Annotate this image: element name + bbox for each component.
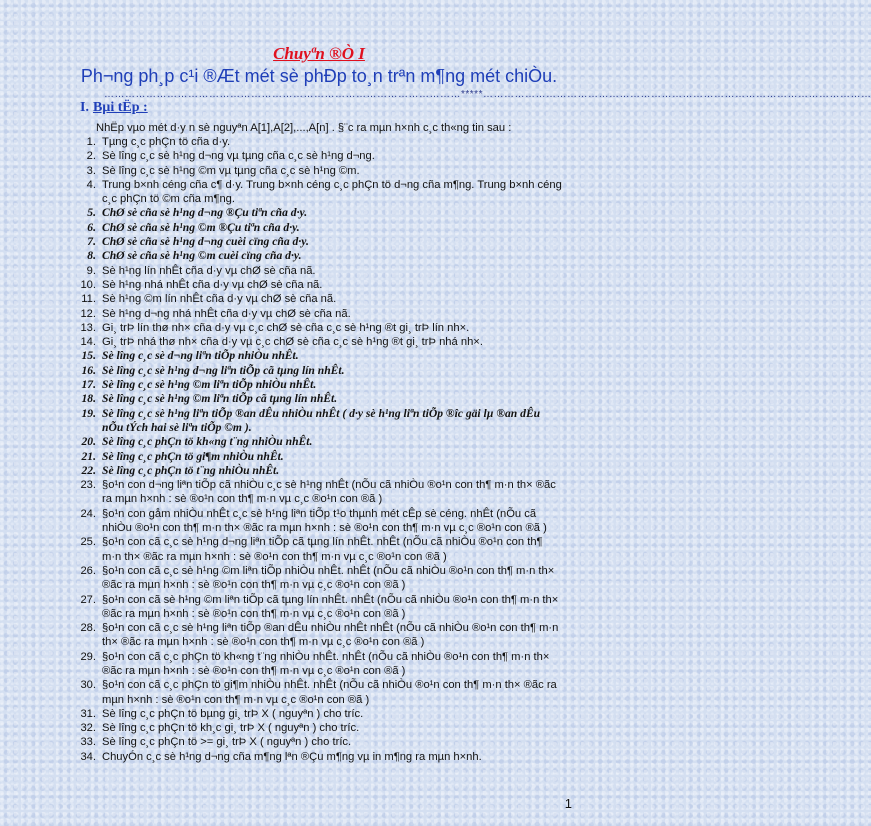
list-item-number: 2. — [86, 150, 96, 163]
list-item — [74, 307, 564, 321]
list-item — [74, 278, 564, 292]
list-item-number: 5. — [87, 206, 96, 220]
list-item — [74, 264, 564, 278]
list-item-text: ChØ sè cña sè h¹ng d¬ng ®Çu tiªn cña d·y. — [102, 206, 308, 220]
list-item — [74, 535, 564, 564]
list-item-text: Sè lîng c¸c sè d¬ng liªn tiÕp nhiÒu nhÊt. — [102, 349, 299, 363]
section-number: I. — [80, 100, 89, 115]
list-item — [74, 435, 564, 449]
list-item-text: Trung b×nh céng cña c¶ d·y. Trung b×nh céng c¸c phÇn tö d¬ng cña m¶ng. Trung b×nh céng c¸c phÇn tö ©m cña m¶ng. — [102, 178, 562, 206]
list-item-number: 4. — [86, 178, 96, 191]
exercise-list — [74, 135, 564, 764]
section-title: Bµi tËp : — [92, 100, 148, 115]
list-item-number: 1. — [86, 136, 96, 148]
list-item — [74, 750, 564, 764]
list-item-text: Tµng c¸c phÇn tö cña d·y. — [102, 136, 231, 148]
list-item-text: Gi¸ trÞ lín thø nh× cña d·y vµ c¸c chØ sè cña c¸c sè h¹ng ®t gi¸ trÞ lín nh×. — [102, 321, 470, 334]
intro-text: NhËp vµo mét d·y n sè nguyªn A[1],A[2],...,A[n] . §¨c ra mµn h×nh c¸c th«ng tin sau : — [96, 122, 512, 134]
list-item-number: 11. — [81, 293, 96, 306]
list-item — [74, 249, 564, 263]
list-item — [74, 164, 564, 178]
list-item — [74, 464, 564, 478]
list-item-number: 9. — [86, 264, 96, 277]
list-item-text: Sè lîng c¸c phÇn tö kh«ng t¨ng nhiÒu nhÊt. — [102, 435, 313, 449]
list-item — [74, 178, 564, 207]
list-item — [74, 235, 564, 249]
list-item — [74, 564, 564, 593]
list-item-text: Sè lîng c¸c phÇn tö >= gi¸ trÞ X ( nguyªn ) cho tríc. — [102, 736, 352, 749]
list-item — [74, 621, 564, 650]
list-item-text: Sè lîng c¸c phÇn tö kh¸c gi¸ trÞ X ( nguyªn ) cho tríc. — [102, 722, 360, 735]
list-item-text: §o¹n con cã c¸c sè h¹ng liªn tiÕp ®an dÊu nhiÒu nhÊt nhÊt (nÕu cã nhiÒu ®o¹n con th¶ m·n th× ®ãc ra mµn h×nh : sè ®o¹n con th¶ m·n vµ c¸c ®o¹n con ®ã ) — [102, 622, 559, 649]
list-item-number: 24. — [80, 507, 96, 520]
list-item-text: Sè lîng c¸c sè h¹ng d¬ng liªn tiÕp cã tµng lín nhÊt. — [102, 363, 345, 377]
list-item — [74, 392, 564, 406]
list-item-text: §o¹n con cã c¸c phÇn tö gi¶m nhiÒu nhÊt. nhÊt (nÕu cã nhiÒu ®o¹n con th¶ m·n th× ®ãc ra mµn h×nh : sè ®o¹n con th¶ m·n vµ c¸c ®o¹n con ®ã ) — [102, 679, 557, 706]
list-item — [74, 407, 564, 436]
list-item-text: ChØ sè cña sè h¹ng d¬ng cuèi cïng cña d·y. — [102, 235, 309, 249]
list-item-number: 19. — [81, 406, 96, 420]
list-item — [74, 135, 564, 149]
list-item-number: 15. — [81, 349, 96, 363]
list-item-number: 20. — [81, 435, 96, 449]
list-item-text: Sè h¹ng lín nhÊt cña d·y vµ chØ sè cña nã. — [102, 264, 316, 277]
list-item — [74, 450, 564, 464]
list-item-number: 22. — [81, 463, 96, 477]
list-item — [74, 678, 564, 707]
list-item-text: §o¹n con cã c¸c sè h¹ng ©m liªn tiÕp nhiÒu nhÊt. nhÊt (nÕu cã nhiÒu ®o¹n con th¶ m·n th× ®ãc ra mµn h×nh : sè ®o¹n con th¶ m·n vµ c¸c ®o¹n con ®ã ) — [102, 564, 555, 592]
list-item-number: 16. — [81, 363, 96, 377]
list-item-number: 25. — [80, 536, 96, 549]
list-item-text: Sè lîng c¸c sè h¹ng ©m liªn tiÕp nhiÒu nhÊt. — [102, 378, 317, 392]
list-item-text: Sè lîng c¸c phÇn tö t¨ng nhiÒu nhÊt. — [102, 463, 280, 477]
list-item — [74, 735, 564, 749]
list-item-number: 17. — [81, 378, 96, 392]
list-item-text: Sè lîng c¸c sè h¹ng liªn tiÕp ®an dÊu nhiÒu nhÊt ( d·y sè h¹ng liªn tiÕp ®îc gäi lµ ®an dÊu nÕu tÝch hai sè liªn tiÕp ©m ). — [102, 406, 541, 434]
list-item-text: ChØ sè cña sè h¹ng ©m cuèi cïng cña d·y. — [102, 249, 302, 263]
list-item-number: 3. — [86, 164, 96, 177]
list-item — [74, 321, 564, 335]
list-item-number: 34. — [80, 750, 96, 763]
list-item — [74, 292, 564, 306]
page-title: Chuyªn ®Ò I — [273, 44, 365, 63]
list-item-text: ChØ sè cña sè h¹ng ©m ®Çu tiªn cña d·y. — [102, 220, 300, 234]
list-item-number: 14. — [80, 336, 96, 349]
list-item-text: §o¹n con gåm nhiÒu nhÊt c¸c sè h¹ng liªn tiÕp t¹o thµnh mét cÊp sè céng. nhÊt (nÕu cã nhiÒu ®o¹n con th¶ m·n th× ®ãc ra mµn h×nh : sè ®o¹n con th¶ m·n vµ c¸c ®o¹n con ®ã ) — [102, 507, 547, 535]
list-item-number: 32. — [80, 722, 96, 735]
list-item-text: Sè h¹ng nhá nhÊt cña d·y vµ chØ sè cña nã. — [102, 278, 323, 291]
list-item-text: Sè lîng c¸c sè h¹ng ©m liªn tiÕp cã tµng lín nhÊt. — [102, 392, 338, 406]
list-item — [74, 149, 564, 163]
list-item — [74, 478, 564, 507]
list-item — [74, 507, 564, 536]
list-item-number: 29. — [80, 650, 96, 663]
list-item-number: 6. — [87, 220, 96, 234]
list-item-number: 21. — [81, 449, 96, 463]
list-item-number: 28. — [80, 622, 96, 635]
list-item — [74, 349, 564, 363]
list-item-text: §o¹n con cã c¸c phÇn tö kh«ng t¨ng nhiÒu nhÊt. nhÊt (nÕu cã nhiÒu ®o¹n con th¶ m·n th× ®ãc ra mµn h×nh : sè ®o¹n con th¶ m·n vµ c¸c ®o¹n con ®ã ) — [102, 650, 550, 677]
list-item — [74, 593, 564, 622]
list-item-text: §o¹n con d¬ng liªn tiÕp cã nhiÒu c¸c sè h¹ng nhÊt (nÕu cã nhiÒu ®o¹n con th¶ m·n th× ®ãc ra mµn h×nh : sè ®o¹n con th¶ m·n vµ c¸c ®o¹n con ®ã ) — [102, 479, 556, 506]
list-item-text: Sè lîng c¸c phÇn tö gi¶m nhiÒu nhÊt. — [102, 449, 284, 463]
page-subtitle: Ph¬ng ph¸p c¹i ®Æt mét sè phÐp to¸n trªn m¶ng mét chiÒu. — [80, 66, 558, 86]
page-number: 1 — [564, 796, 572, 811]
list-item — [74, 707, 564, 721]
list-item-number: 10. — [80, 278, 96, 291]
list-item-text: Sè lîng c¸c sè h¹ng ©m vµ tµng cña c¸c sè h¹ng ©m. — [102, 164, 360, 177]
list-item-text: Gi¸ trÞ nhá thø nh× cña d·y vµ c¸c chØ sè cña c¸c sè h¹ng ®t gi¸ trÞ nhá nh×. — [102, 336, 483, 349]
list-item-text: ChuyÓn c¸c sè h¹ng d¬ng cña m¶ng lªn ®Çu m¶ng vµ in m¶ng ra mµn h×nh. — [102, 750, 482, 763]
dotted-separator: …………………………………………………………………………………………*****………………………………………………………………………………………………… — [104, 89, 871, 100]
list-item-number: 30. — [80, 679, 96, 692]
list-item-text: Sè lîng c¸c sè h¹ng d¬ng vµ tµng cña c¸c sè h¹ng d¬ng. — [102, 150, 375, 163]
list-item — [74, 335, 564, 349]
list-item-number: 18. — [81, 392, 96, 406]
list-item-number: 31. — [80, 707, 96, 720]
list-item-text: Sè h¹ng d¬ng nhá nhÊt cña d·y vµ chØ sè cña nã. — [102, 307, 351, 320]
list-item — [74, 206, 564, 220]
list-item — [74, 221, 564, 235]
list-item-number: 33. — [80, 736, 96, 749]
list-item — [74, 364, 564, 378]
list-item-text: Sè lîng c¸c phÇn tö bµng gi¸ trÞ X ( nguyªn ) cho tríc. — [102, 707, 364, 720]
list-item-text: Sè h¹ng ©m lín nhÊt cña d·y vµ chØ sè cña nã. — [102, 293, 337, 306]
section-heading — [80, 100, 148, 116]
list-item-text: §o¹n con cã c¸c sè h¹ng d¬ng liªn tiÕp cã tµng lín nhÊt. nhÊt (nÕu cã nhiÒu ®o¹n con th¶ m·n th× ®ãc ra mµn h×nh : sè ®o¹n con th¶ m·n vµ c¸c ®o¹n con ®ã ) — [102, 536, 543, 563]
list-item-number: 13. — [80, 321, 96, 334]
list-item-number: 8. — [87, 249, 96, 263]
list-item — [74, 721, 564, 735]
list-item-number: 12. — [80, 307, 96, 320]
list-item-number: 27. — [80, 593, 96, 606]
list-item-number: 7. — [87, 235, 96, 249]
list-item-text: §o¹n con cã sè h¹ng ©m liªn tiÕp cã tµng lín nhÊt. nhÊt (nÕu cã nhiÒu ®o¹n con th¶ m·n th× ®ãc ra mµn h×nh : sè ®o¹n con th¶ m·n vµ c¸c ®o¹n con ®ã ) — [102, 593, 559, 620]
list-item — [74, 650, 564, 679]
list-item-number: 26. — [80, 564, 96, 577]
list-item — [74, 378, 564, 392]
list-item-number: 23. — [80, 479, 96, 492]
